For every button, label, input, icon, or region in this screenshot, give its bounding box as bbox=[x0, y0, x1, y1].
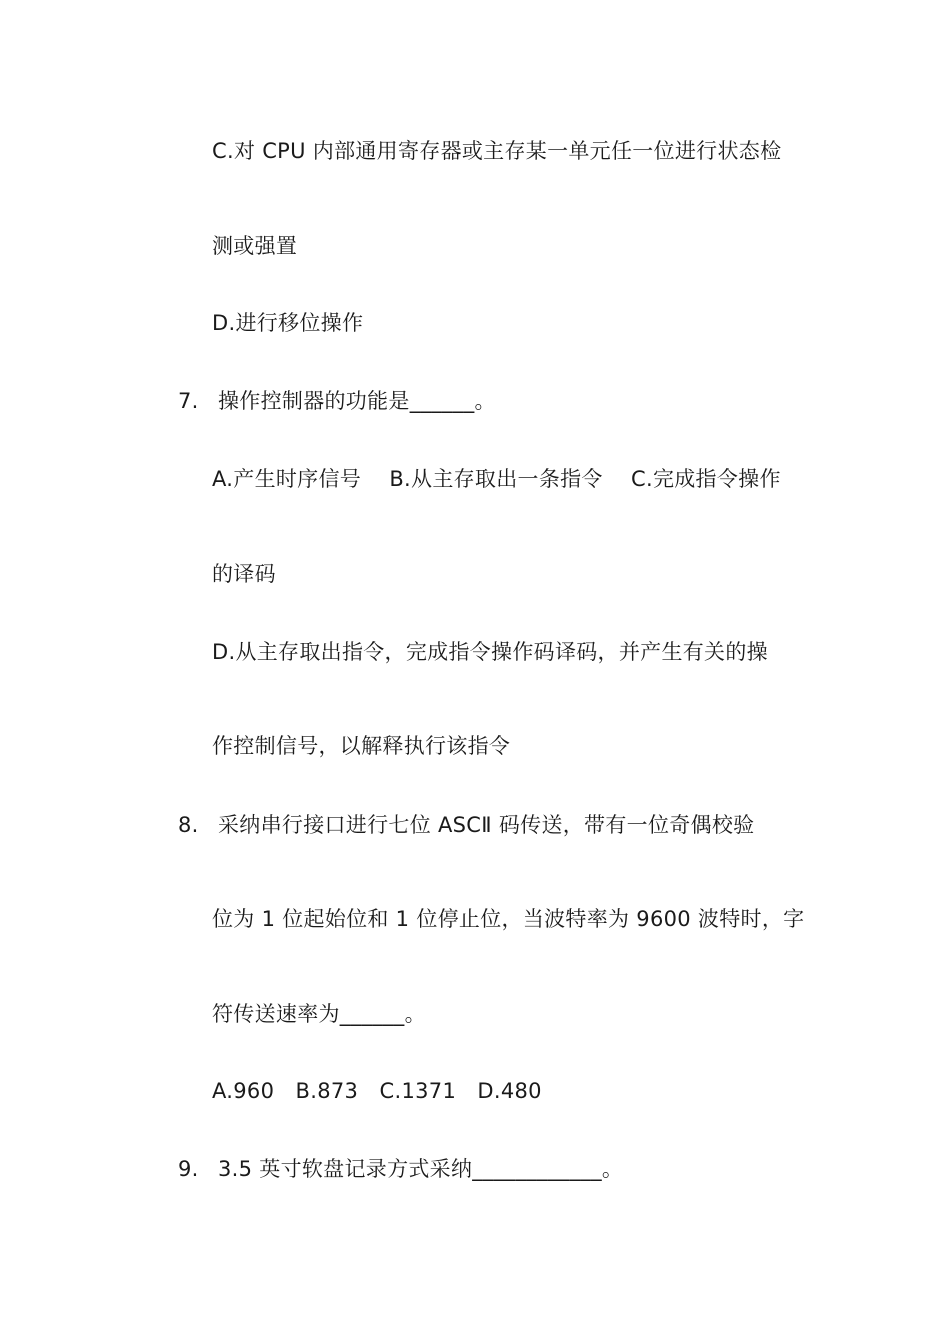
question-9 bbox=[178, 1154, 623, 1184]
question-number: 7. bbox=[178, 389, 199, 413]
question-7 bbox=[178, 386, 496, 416]
question-number: 8. bbox=[178, 813, 199, 837]
question-text: 3.5 英寸软盘记录方式采纳____________。 bbox=[218, 1157, 624, 1181]
q8-options-line: A.960 B.873 C.1371 D.480 bbox=[212, 1079, 542, 1103]
q8-text-line-3: 符传送速率为______。 bbox=[212, 1002, 426, 1026]
question-text: 操作控制器的功能是______。 bbox=[218, 389, 496, 413]
q7-option-d-line-2: 作控制信号，以解释执行该指令 bbox=[212, 734, 511, 758]
option-c-line-1: C.对 CPU 内部通用寄存器或主存某一单元任一位进行状态检 bbox=[212, 139, 782, 163]
option-c-line-2: 测或强置 bbox=[212, 234, 298, 258]
option-d-line: D.进行移位操作 bbox=[212, 311, 364, 335]
question-text: 采纳串行接口进行七位 ASCⅡ 码传送，带有一位奇偶校验 bbox=[218, 813, 755, 837]
q7-options-line-1: A.产生时序信号 B.从主存取出一条指令 C.完成指令操作 bbox=[212, 467, 781, 491]
q7-options-line-2: 的译码 bbox=[212, 562, 276, 586]
question-number: 9. bbox=[178, 1157, 199, 1181]
q7-option-d-line-1: D.从主存取出指令，完成指令操作码译码，并产生有关的操 bbox=[212, 640, 768, 664]
q8-text-line-2: 位为 1 位起始位和 1 位停止位，当波特率为 9600 波特时，字 bbox=[212, 907, 805, 931]
question-8 bbox=[178, 810, 754, 840]
